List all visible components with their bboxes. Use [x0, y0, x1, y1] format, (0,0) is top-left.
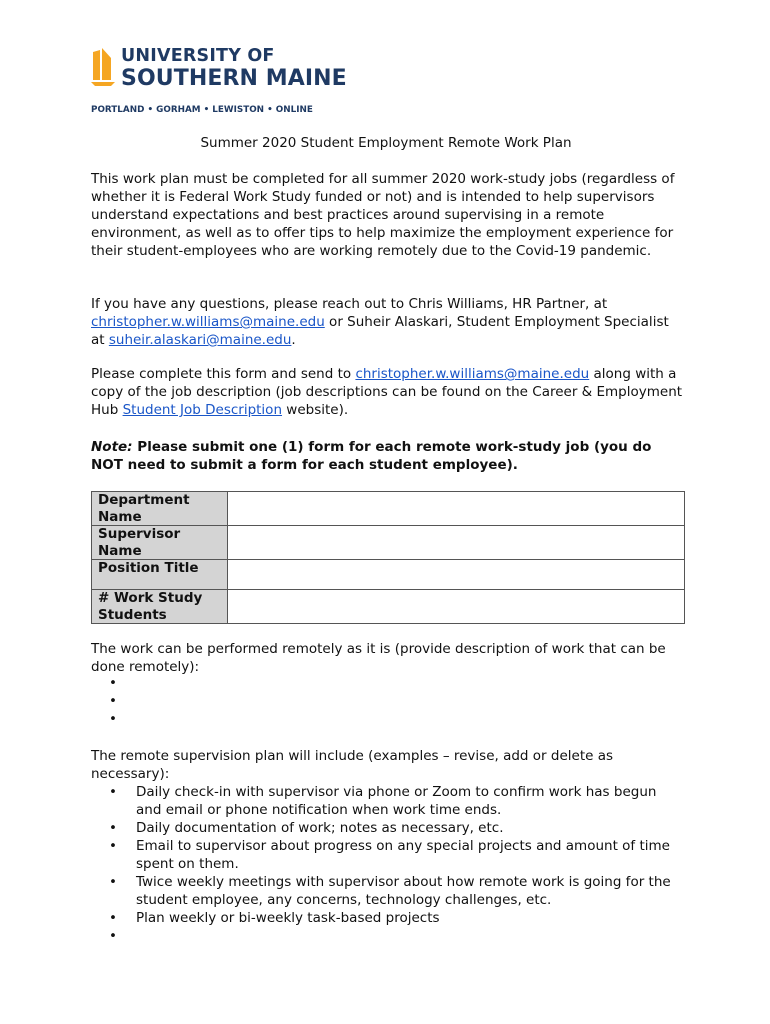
note-paragraph [91, 438, 686, 474]
email-link-submit[interactable]: christopher.w.williams@maine.edu [355, 366, 590, 382]
intro-text: This work plan must be completed for all summer 2020 work-study jobs (regardless of whether it is Federal Work Study funded or not) and is intended to help supervisors understand expectations and best practices around supervising in a remote environment, as well as to offer tips to help maximize the employment experience for their student-employees who are working remotely due to the Covid-19 pandemic. [91, 171, 675, 259]
bullet-icon: • [109, 675, 117, 691]
bullet-icon: • [109, 838, 117, 854]
sailboat-logo-icon [91, 48, 115, 88]
position-field[interactable] [228, 560, 685, 590]
bullet-icon: • [109, 693, 117, 709]
submit-pre: Please complete this form and send to [91, 366, 356, 382]
logo-campuses: PORTLAND • GORHAM • LEWISTON • ONLINE [91, 105, 313, 115]
supervisor-field[interactable] [228, 526, 685, 560]
note-text: Please submit one (1) form for each remote work-study job (you do NOT need to submit a form for each student employee). [91, 439, 652, 473]
email-link-suheir[interactable]: suheir.alaskari@maine.edu [108, 332, 292, 348]
job-info-form [91, 491, 685, 624]
department-field[interactable] [228, 492, 685, 526]
email-link-chris[interactable]: christopher.w.williams@maine.edu [91, 314, 325, 330]
bullet-icon: • [109, 711, 117, 727]
form-row-supervisor [92, 526, 685, 560]
supervision-list [91, 783, 681, 945]
bullet-icon: • [109, 784, 117, 800]
remote-work-list [91, 674, 681, 728]
list-item: • Email to supervisor about progress on any special projects and amount of time spent on them. [109, 838, 670, 872]
remote-work-intro: The work can be performed remotely as it is (provide description of work that can be done remotely): [91, 641, 666, 675]
form-row-students [92, 590, 685, 624]
position-label: Position Title [92, 560, 228, 590]
department-label: Department Name [92, 492, 228, 526]
form-row-position [92, 560, 685, 590]
supervision-intro: The remote supervision plan will include (examples – revise, add or delete as necessary): [91, 748, 614, 782]
page-title: Summer 2020 Student Employment Remote Work Plan [200, 135, 572, 151]
logo-line-2: SOUTHERN MAINE [121, 66, 347, 91]
supervisor-label: Supervisor Name [92, 526, 228, 560]
submit-paragraph [91, 365, 686, 419]
list-item: • Daily check-in with supervisor via phone or Zoom to confirm work has begun and email or phone notification when work time ends. [109, 784, 657, 818]
list-item [91, 927, 681, 945]
questions-post: . [291, 332, 296, 348]
bullet-icon: • [109, 820, 117, 836]
students-field[interactable] [228, 590, 685, 624]
bullet-icon: • [109, 874, 117, 890]
questions-pre: If you have any questions, please reach out to Chris Williams, HR Partner, at [91, 296, 608, 312]
form-row-department [92, 492, 685, 526]
university-logo [91, 46, 347, 118]
note-label: Note: [91, 439, 133, 455]
remote-work-paragraph [91, 640, 686, 676]
supervision-paragraph [91, 747, 686, 783]
list-item [91, 692, 681, 710]
student-job-description-link[interactable]: Student Job Description [122, 402, 283, 418]
bullet-icon: • [109, 910, 117, 926]
list-item: • Twice weekly meetings with supervisor about how remote work is going for the student employee, any concerns, technology challenges, etc. [109, 874, 671, 908]
questions-paragraph [91, 295, 686, 349]
intro-paragraph [91, 170, 686, 260]
students-label: # Work Study Students [92, 590, 228, 624]
questions-mid: or Suheir Alaskari, Student Employment Specialist at [91, 314, 669, 348]
logo-line-1: UNIVERSITY OF [121, 46, 275, 66]
submit-mid: along with a copy of the job description (job descriptions can be found on the Career & Employment Hub [91, 366, 683, 418]
list-item: • Daily documentation of work; notes as necessary, etc. [109, 820, 504, 836]
list-item [91, 710, 681, 728]
list-item [91, 674, 681, 692]
submit-post: website). [282, 402, 349, 418]
list-item: • Plan weekly or bi-weekly task-based projects [109, 910, 440, 926]
bullet-icon: • [109, 928, 117, 944]
